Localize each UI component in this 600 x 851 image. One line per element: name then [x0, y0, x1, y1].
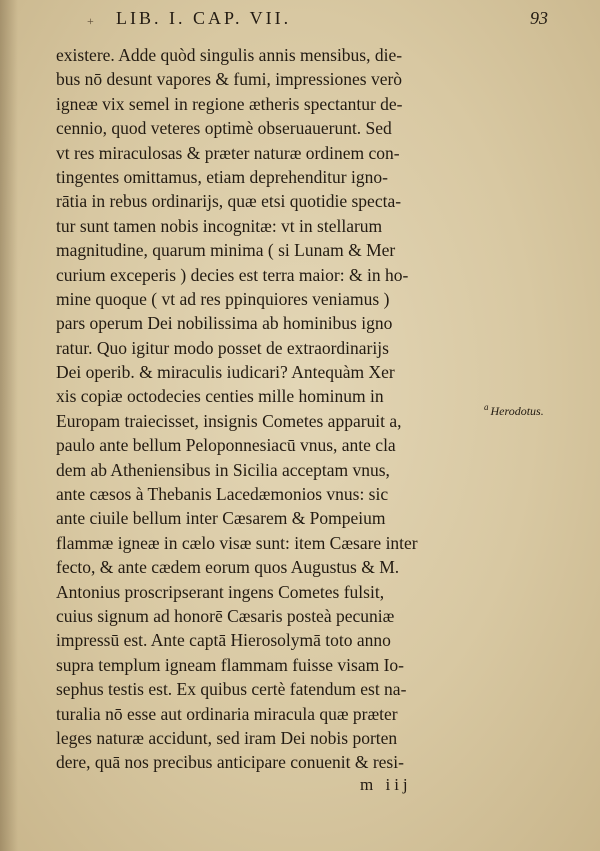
running-title: LIB. I. CAP. VII.: [116, 8, 292, 28]
header-mark: +: [87, 14, 94, 28]
text-line: Dei operib. & miraculis iudicari? Antequàm Xer: [56, 362, 395, 383]
marginal-note-ref: a: [484, 402, 489, 412]
text-line: tingentes omittamus, etiam deprehenditur igno-: [56, 166, 388, 187]
text-line: rātia in rebus ordinarijs, quæ etsi quotidie specta-: [56, 191, 402, 212]
text-line: mine quoque ( vt ad res ppinquiores veniamus ): [56, 288, 390, 309]
text-line: ante cæsos à Thebanis Lacedæmonios vnus: sic: [56, 484, 389, 505]
text-line: tur sunt tamen nobis incognitæ: vt in stellarum: [56, 215, 383, 236]
text-line: Antonius proscripserant ingens Cometes fulsit,: [56, 581, 385, 602]
text-line: dere, quā nos precibus anticipare conuenit & resi-: [56, 752, 404, 773]
text-line: ratur. Quo igitur modo posset de extraordinarijs: [56, 337, 389, 358]
text-line: leges naturæ accidunt, sed iram Dei nobis porten: [56, 727, 398, 748]
text-line: paulo ante bellum Peloponnesiacū vnus, ante cla: [56, 435, 396, 456]
text-line: curium exceperis ) decies est terra maior: & in ho-: [56, 264, 409, 285]
text-line: fecto, & ante cædem eorum quos Augustus & M.: [56, 557, 400, 578]
text-line: turalia nō esse aut ordinaria miracula quæ præter: [56, 703, 398, 724]
page-number: 93: [530, 8, 548, 28]
signature-mark: m iij: [360, 775, 412, 794]
text-line: Europam traiecisset, insignis Cometes apparuit a,: [56, 410, 402, 431]
marginal-note: [484, 402, 544, 419]
gutter-shadow: [0, 0, 18, 851]
body-text: [56, 43, 496, 775]
marginal-note-text: Herodotus.: [490, 404, 544, 418]
text-line: ante ciuile bellum inter Cæsarem & Pompeium: [56, 508, 386, 529]
text-line: impressū est. Ante captā Hierosolymā toto anno: [56, 630, 391, 651]
text-line: magnitudine, quarum minima ( si Lunam & Mer: [56, 240, 396, 261]
text-line: cennio, quod veteres optimè obseruauerunt. Sed: [56, 118, 392, 139]
text-line: existere. Adde quòd singulis annis mensibus, die-: [56, 45, 403, 65]
text-line: xis copiæ octodecies centies mille hominum in: [56, 386, 384, 407]
text-line: pars operum Dei nobilissima ab hominibus igno: [56, 313, 393, 334]
text-line: igneæ vix semel in regione ætheris spectantur de-: [56, 93, 403, 114]
text-line: bus nō desunt vapores & fumi, impressiones verò: [56, 69, 403, 90]
text-line: vt res miraculosas & præter naturæ ordinem con-: [56, 142, 400, 163]
running-header: [0, 8, 600, 34]
text-line: cuius signum ad honorē Cæsaris posteà pecuniæ: [56, 605, 395, 626]
text-line: dem ab Atheniensibus in Sicilia acceptam vnus,: [56, 459, 390, 480]
text-line: supra templum igneam flammam fuisse visam Io-: [56, 654, 404, 675]
text-line: flammæ igneæ in cælo visæ sunt: item Cæsare inter: [56, 532, 418, 553]
text-line: sephus testis est. Ex quibus certè fatendum est na-: [56, 679, 407, 700]
